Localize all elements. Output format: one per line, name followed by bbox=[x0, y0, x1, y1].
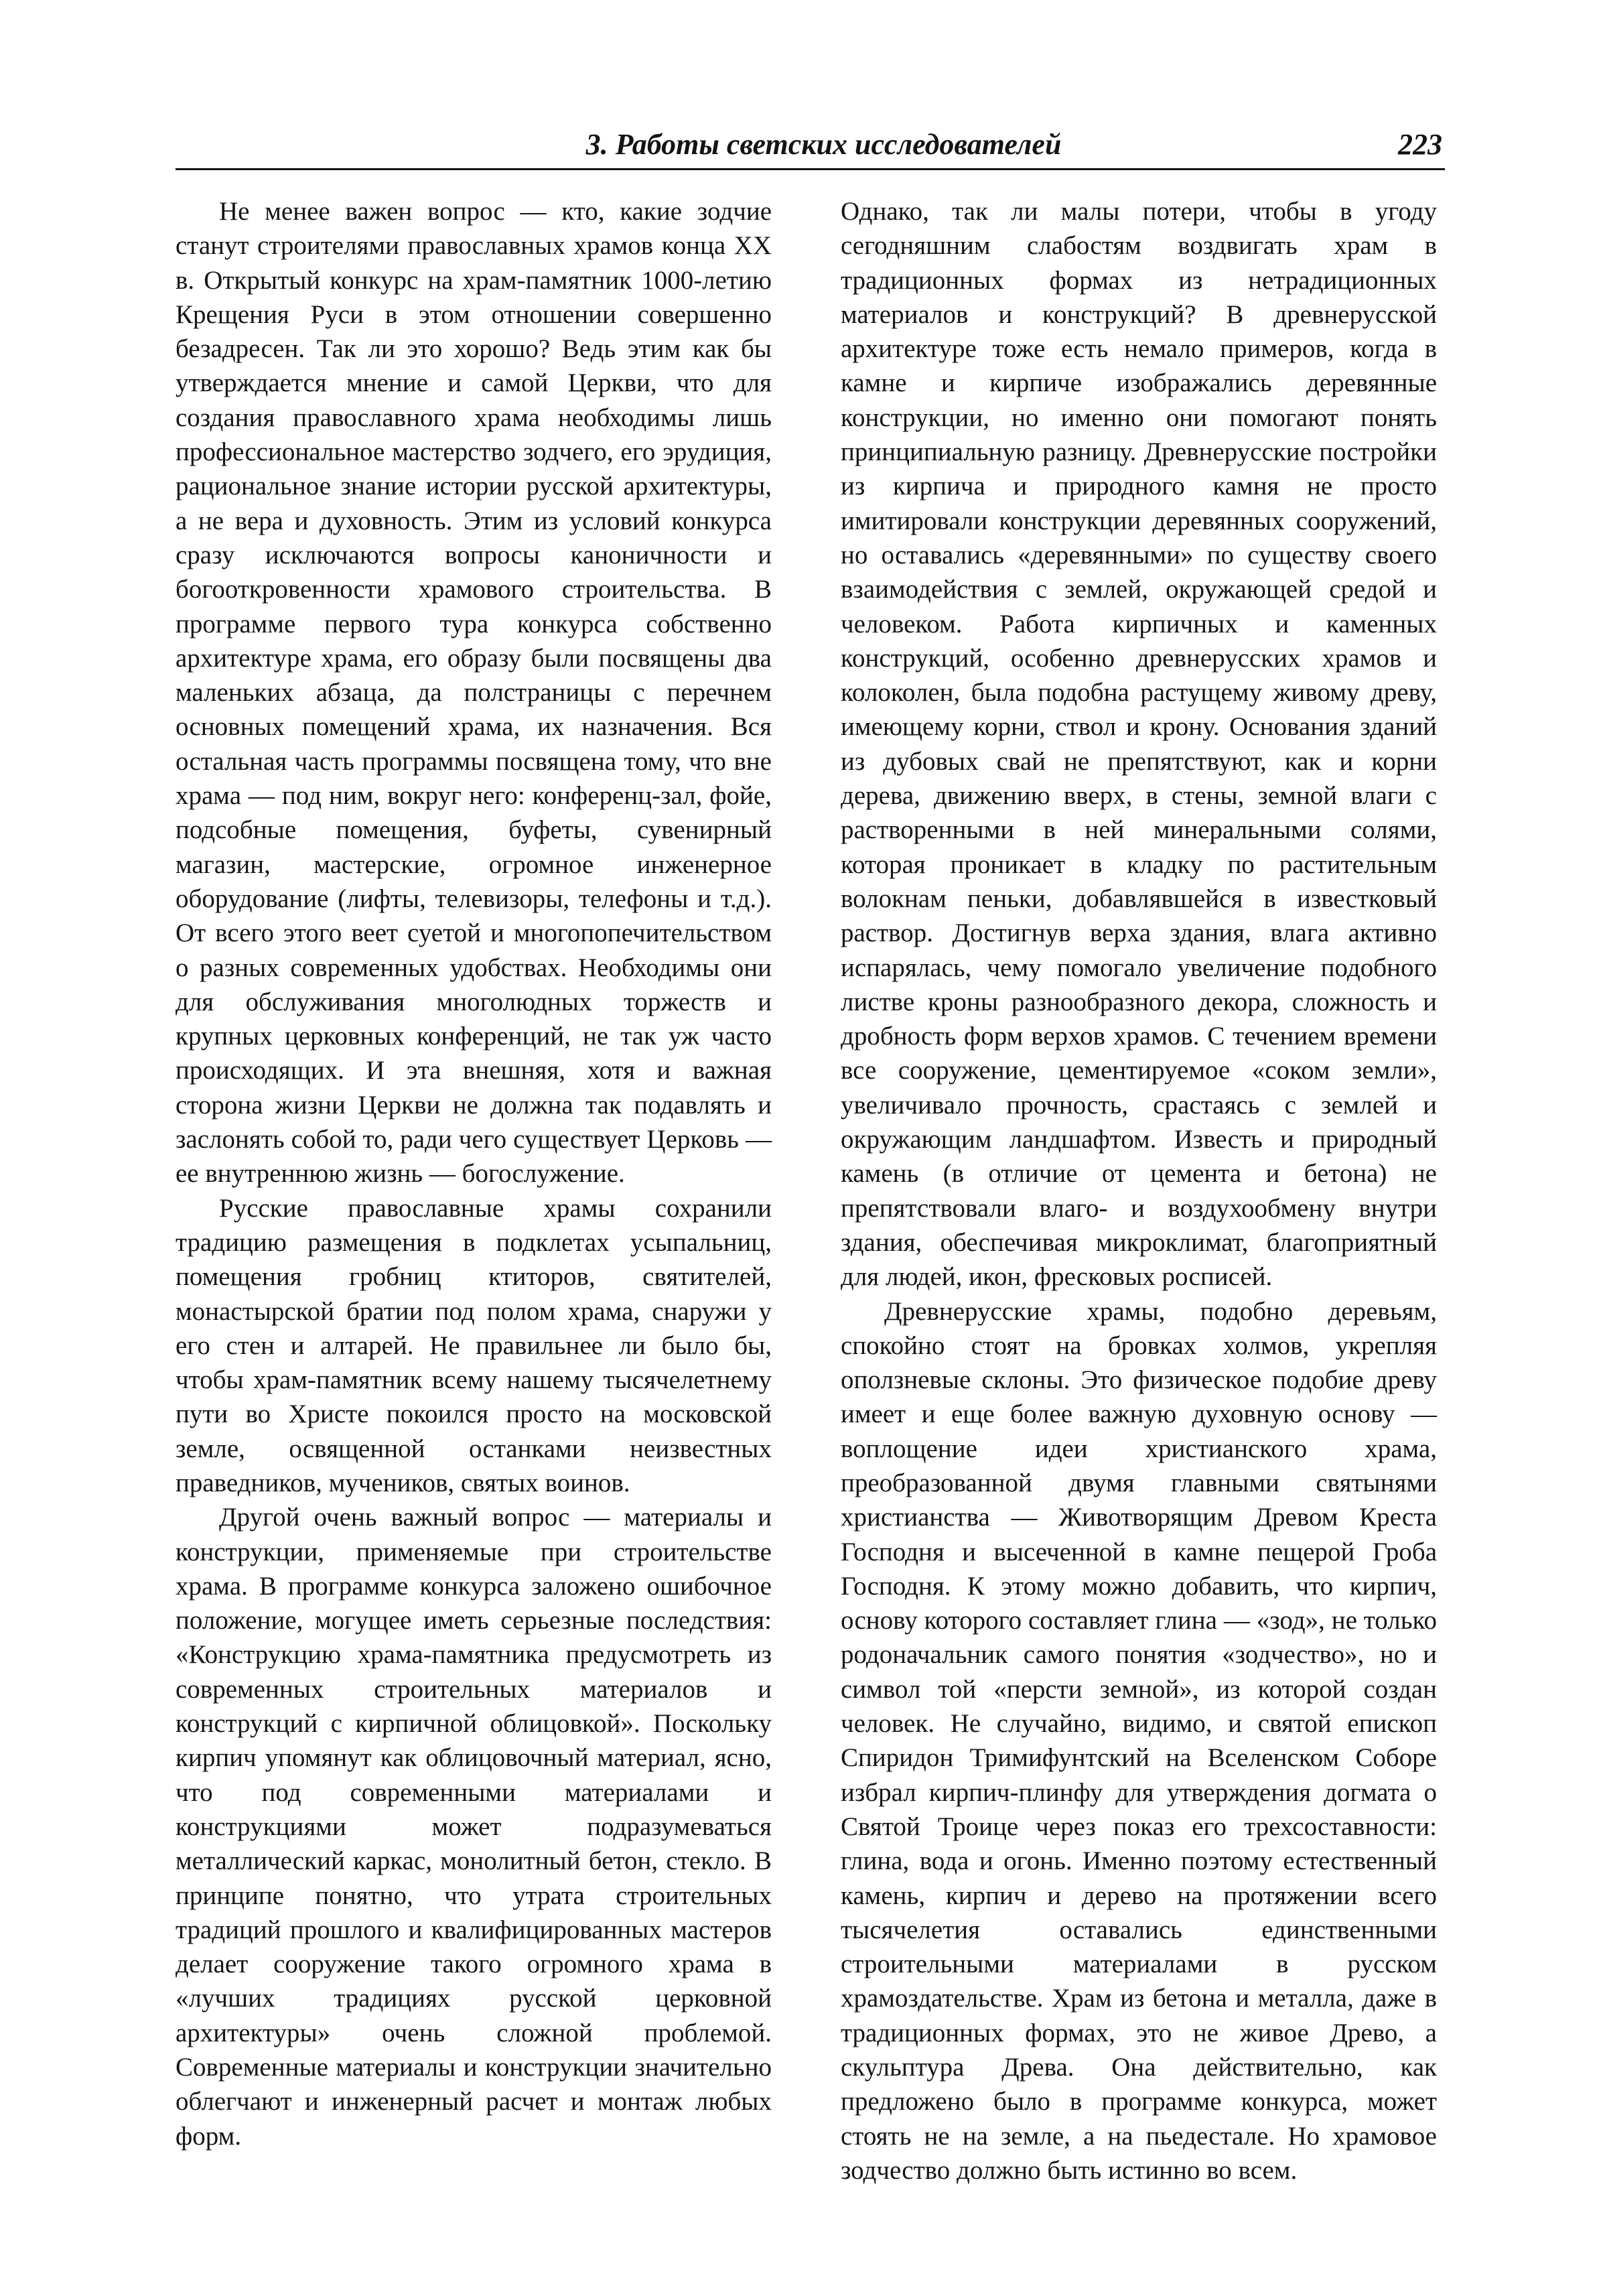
running-title: 3. Работы светских исследователей bbox=[585, 128, 1062, 161]
paragraph: Однако, так ли малы потери, чтобы в угоду сегодняшним слабостям воздвигать храм в традиционных формах из нетрадиционных материалов и конструкций? В древнерусской архитектуре тоже есть немало примеров, когда в камне и кирпиче изображались деревянные конструкции, но именно они помогают понять принципиальную разницу. Древнерусские постройки из кирпича и природного камня не просто имитировали конструкции деревянных сооружений, но оставались «деревянными» по существу своего взаимодействия с землей, окружающей средой и человеком. Работа кирпичных и каменных конструкций, особенно древнерусских храмов и колоколен, была подобна растущему живому древу, имеющему корни, ствол и крону. Основания зданий из дубовых свай не препятствуют, как и корни дерева, движению вверх, в стены, земной влаги с растворенными в ней минеральными солями, которая проникает в кладку по растительным волокнам пеньки, добавлявшейся в известковый раствор. Достигнув верха здания, влага активно испарялась, чему помогало увеличение подобного листве кроны разнообразного декора, сложность и дробность форм верхов храмов. С течением времени все сооружение, цементируемое «соком земли», увеличивало прочность, срастаясь с землей и окружающим ландшафтом. Известь и природный камень (в отличие от цемента и бетона) не препятствовали влаго- и воздухообмену внутри здания, обеспечивая микроклимат, благоприятный для людей, икон, фресковых росписей. bbox=[841, 197, 1437, 1292]
paragraph: Не менее важен вопрос — кто, какие зодчие станут строителями православных храмов конца XX в. Открытый конкурс на храм-памятник 1000-летию Крещения Руси в этом отношении совершенно безадресен. Так ли это хорошо? Ведь этим как бы утверждается мнение и самой Церкви, что для создания православного храма необходимы лишь профессиональное мастерство зодчего, его эрудиция, рациональное знание истории русской архитектуры, а не вера и духовность. Этим из условий конкурса сразу исключаются вопросы каноничности и богооткровенности храмового строительства. В программе первого тура конкурса собственно архитектуре храма, его образу были посвящены два маленьких абзаца, да полстраницы с перечнем основных помещений храма, их назначения. Вся остальная часть программы посвящена тому, что вне храма — под ним, вокруг него: конференц-зал, фойе, подсобные помещения, буфеты, сувенирный магазин, мастерские, огромное инженерное оборудование (лифты, телевизоры, телефоны и т.д.). От всего этого веет суетой и многопопечительством о разных современных удобствах. Необходимы они для обслуживания многолюдных торжеств и крупных церковных конференций, не так уж часто происходящих. И эта внешняя, хотя и важная сторона жизни Церкви не должна так подавлять и заслонять собой то, ради чего существует Церковь — ее внутреннюю жизнь — богослужение. bbox=[176, 197, 772, 1189]
paragraph: Другой очень важный вопрос — материалы и конструкции, применяемые при строительстве храма. В программе конкурса заложено ошибочное положение, могущее иметь серьезные последствия: «Конструкцию храма-памятника предусмотреть из современных строительных материалов и конструкций с кирпичной облицовкой». Поскольку кирпич упомянут как облицовочный материал, ясно, что под современными материалами и конструкциями может подразумеваться металлический каркас, монолитный бетон, стекло. В принципе понятно, что утрата строительных традиций прошлого и квалифицированных мастеров делает сооружение такого огромного храма в «лучших традициях русской церковной архитектуры» очень сложной проблемой. Современные материалы и конструкции значительно облегчают и инженерный расчет и монтаж любых форм. bbox=[176, 1503, 772, 2151]
running-head bbox=[176, 126, 1445, 163]
page-number: 223 bbox=[1398, 128, 1442, 161]
right-column bbox=[841, 194, 1437, 2187]
paragraph: Русские православные храмы сохранили традицию размещения в подклетах усыпальниц, помещения гробниц ктиторов, святителей, монастырской братии под полом храма, снаружи у его стен и алтарей. Не правильнее ли было бы, чтобы храм-памятник всему нашему тысячелетнему пути во Христе покоился просто на московской земле, освященной останками неизвестных праведников, мучеников, святых воинов. bbox=[176, 1193, 772, 1497]
left-column bbox=[176, 194, 772, 2153]
header-rule bbox=[176, 168, 1445, 170]
paragraph: Древнерусские храмы, подобно деревьям, спокойно стоят на бровках холмов, укрепляя оползневые склоны. Это физическое подобие древу имеет и еще более важную духовную основу — воплощение идеи христианского храма, преобразованной двумя главными святынями христианства — Животворящим Древом Креста Господня и высеченной в камне пещерой Гроба Господня. К этому можно добавить, что кирпич, основу которого составляет глина — «зод», не только родоначальник самого понятия «зодчество», но и символ той «персти земной», из которой создан человек. Не случайно, видимо, и святой епископ Спиридон Тримифунтский на Вселенском Соборе избрал кирпич-плинфу для утверждения догмата о Святой Троице через показ его трехсоставности: глина, вода и огонь. Именно поэтому естественный камень, кирпич и дерево на протяжении всего тысячелетия оставались единственными строительными материалами в русском храмоздательстве. Храм из бетона и металла, даже в традиционных формах, это не живое Древо, а скульптура Древа. Она действительно, как предложено было в программе конкурса, может стоять не на земле, а на пьедестале. Но храмовое зодчество должно быть истинно во всем. bbox=[841, 1296, 1437, 2185]
